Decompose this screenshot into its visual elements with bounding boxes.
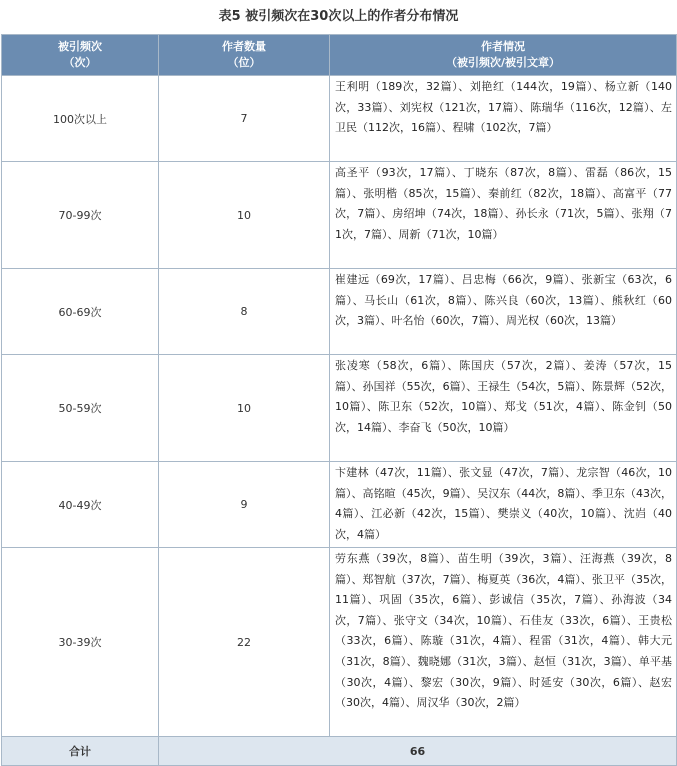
author-count-cell: 22	[159, 548, 330, 737]
header-row	[2, 35, 677, 76]
table-row	[2, 462, 677, 548]
table-row	[2, 162, 677, 269]
header-author-count: 作者数量 （位）	[159, 35, 330, 76]
table-row	[2, 76, 677, 162]
citation-range-cell: 100次以上	[2, 76, 159, 162]
author-count-cell: 8	[159, 269, 330, 355]
author-details-cell: 崔建远（69次，17篇）、吕忠梅（66次，9篇）、张新宝（63次，6篇）、马长山（61次，8篇）、陈兴良（60次，13篇）、熊秋红（60次，3篇）、叶名怡（60次，7篇）、周光权（60次，13篇）	[330, 269, 677, 355]
citation-range-cell: 40-49次	[2, 462, 159, 548]
citation-range-cell: 30-39次	[2, 548, 159, 737]
citation-range-cell: 60-69次	[2, 269, 159, 355]
table-row	[2, 548, 677, 737]
author-details-cell: 高圣平（93次，17篇）、丁晓东（87次，8篇）、雷磊（86次，15篇）、张明楷（85次，15篇）、秦前红（82次，18篇）、高富平（77次，7篇）、房绍坤（74次，18篇）、孙长永（71次，5篇）、张翔（71次，7篇）、周新（71次，10篇）	[330, 162, 677, 269]
total-row	[2, 737, 677, 766]
author-details-cell: 王利明（189次，32篇）、刘艳红（144次，19篇）、杨立新（140次，33篇）、刘宪权（121次，17篇）、陈瑞华（116次，12篇）、左卫民（112次，16篇）、程啸（102次，7篇）	[330, 76, 677, 162]
header-citation-range: 被引频次 （次）	[2, 35, 159, 76]
author-distribution-table	[1, 34, 677, 766]
author-details-cell: 卞建林（47次，11篇）、张文显（47次，7篇）、龙宗智（46次，10篇）、高铭暄（45次，9篇）、吴汉东（44次，8篇）、季卫东（43次，4篇）、江必新（42次，15篇）、樊崇义（40次，10篇）、沈岿（40次，4篇）	[330, 462, 677, 548]
author-count-cell: 7	[159, 76, 330, 162]
author-count-cell: 9	[159, 462, 330, 548]
author-count-cell: 10	[159, 355, 330, 462]
table-row	[2, 355, 677, 462]
table-row	[2, 269, 677, 355]
author-details-cell: 张凌寒（58次，6篇）、陈国庆（57次，2篇）、姜涛（57次，15篇）、孙国祥（55次，6篇）、王禄生（54次，5篇）、陈景辉（52次，10篇）、陈卫东（52次，10篇）、郑戈（51次，4篇）、陈金钊（50次，14篇）、李奋飞（50次，10篇）	[330, 355, 677, 462]
author-count-cell: 10	[159, 162, 330, 269]
citation-range-cell: 50-59次	[2, 355, 159, 462]
citation-range-cell: 70-99次	[2, 162, 159, 269]
total-label: 合计	[2, 737, 159, 766]
total-value: 66	[159, 737, 677, 766]
table-caption: 表5 被引频次在30次以上的作者分布情况	[218, 9, 459, 24]
header-author-details: 作者情况 （被引频次/被引文章）	[330, 35, 677, 76]
author-details-cell: 劳东燕（39次，8篇）、苗生明（39次，3篇）、汪海燕（39次，8篇）、郑智航（37次，7篇）、梅夏英（36次，4篇）、张卫平（35次，11篇）、巩固（35次，6篇）、彭诚信（35次，7篇）、孙海波（34次，7篇）、张守文（34次，10篇）、石佳友（33次，6篇）、王贵松（33次，6篇）、陈璇（31次，4篇）、程雷（31次，4篇）、韩大元（31次，8篇）、魏晓娜（31次，3篇）、赵恒（31次，3篇）、单平基（30次，4篇）、黎宏（30次，9篇）、时延安（30次，6篇）、赵宏（30次，4篇）、周汉华（30次，2篇）	[330, 548, 677, 737]
